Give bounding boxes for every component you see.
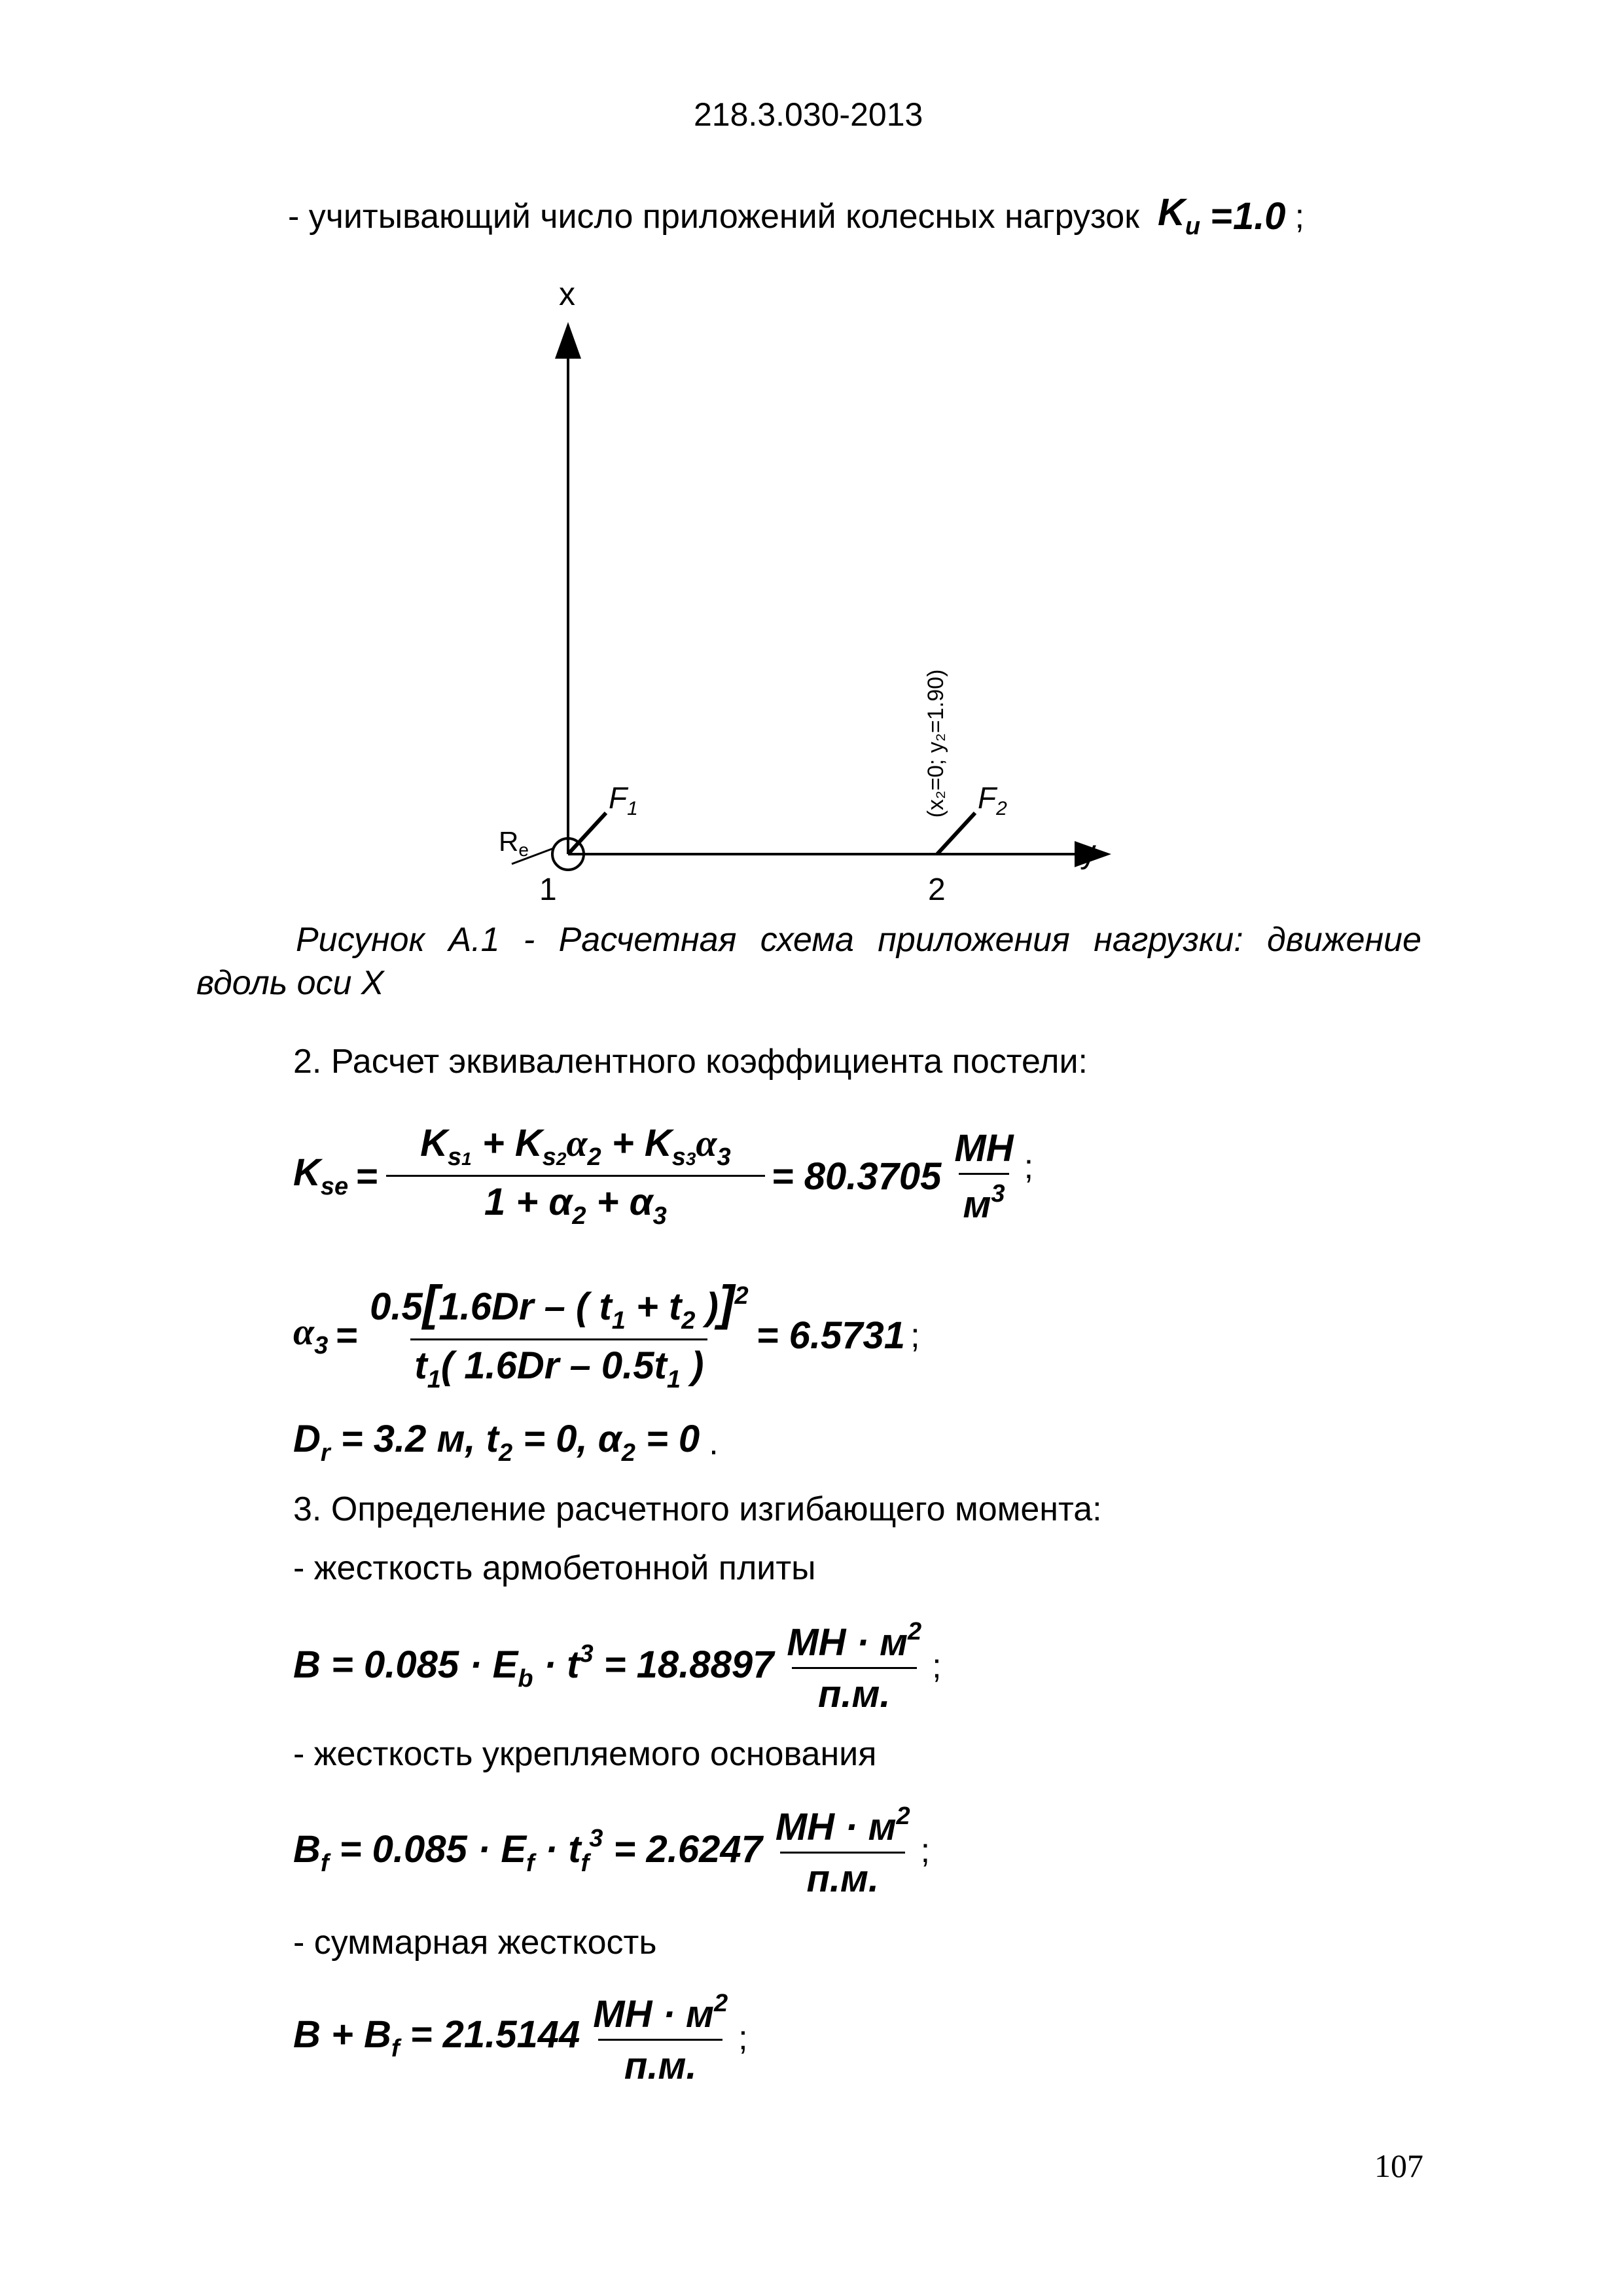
section-2-heading: 2. Расчет эквивалентного коэффициента постели: xyxy=(293,1043,1088,1081)
alpha3-eq-sign: = xyxy=(336,1314,359,1357)
intro-tail: ; xyxy=(1294,197,1305,236)
coordinate-label: (x₂=0; y₂=1.90) xyxy=(923,669,948,818)
force-f1-line xyxy=(568,813,606,854)
item-base-stiffness: - жесткость укрепляемого основания xyxy=(293,1735,877,1773)
kse-numerator: $K_{s1} + K_{s2}\alpha_2 + K_{s3}\alpha_3$ xyxy=(420,1122,731,1171)
alpha3-fraction xyxy=(366,1276,753,1393)
alpha3-denominator: $t_1$( $1.6Dr - 0.5t_1$ ) xyxy=(410,1338,707,1392)
kse-lhs: $K_{se}$ xyxy=(293,1151,349,1200)
force-f1-label: $F_1$ xyxy=(609,781,638,819)
radius-label: Re xyxy=(499,826,529,860)
force-f2-label: $F_2$ xyxy=(978,781,1007,819)
intro-text: - учитывающий число приложений колесных нагрузок xyxy=(288,197,1139,236)
point-2-label: 2 xyxy=(928,872,946,907)
bf-tail: ; xyxy=(920,1832,931,1870)
kse-unit: $\frac{МН}{м^3}$ xyxy=(954,1126,1014,1226)
sum-tail: ; xyxy=(738,2019,748,2057)
params-tail: . xyxy=(709,1424,719,1462)
alpha3-equation xyxy=(293,1276,920,1393)
sum-unit: $\frac{МН \cdot м^2}{п.м.}$ xyxy=(593,1990,728,2087)
kse-result: = 80.3705 xyxy=(771,1155,942,1198)
item-total-stiffness: - суммарная жесткость xyxy=(293,1924,657,1962)
document-number: 218.3.030-2013 xyxy=(694,96,923,133)
page-number: 107 xyxy=(1374,2147,1423,2184)
item-slab-stiffness: - жесткость армобетонной плиты xyxy=(293,1549,816,1587)
section-3-heading: 3. Определение расчетного изгибающего момента: xyxy=(293,1490,1102,1528)
figure-caption-line-2: вдоль оси X xyxy=(196,964,384,1002)
ku-value: 1.0 xyxy=(1232,194,1286,238)
b-tail: ; xyxy=(932,1647,942,1685)
bf-unit: $\frac{МН \cdot м^2}{п.м.}$ xyxy=(775,1803,910,1900)
kse-fraction xyxy=(386,1124,765,1229)
params-equation: $D_r = 3.2$ м, $t_2 = 0$, $\alpha_2 = 0$ . xyxy=(293,1418,719,1467)
kse-tail: ; xyxy=(1024,1147,1034,1186)
sum-equation: $B + B_f = 21.5144$ $\frac{МН \cdot м^2}{п.м.}$ ; xyxy=(293,1990,748,2087)
alpha3-lhs: $\alpha_3$ xyxy=(293,1310,329,1359)
kse-eq-sign: = xyxy=(356,1155,379,1198)
ku-symbol: $K_u$ xyxy=(1157,191,1201,240)
b-unit: $\frac{МН \cdot м^2}{п.м.}$ xyxy=(787,1618,922,1715)
intro-eq: = xyxy=(1211,194,1233,238)
b-equation: $B = 0.085 \cdot E_b \cdot t^3 = 18.8897$ $\frac{МН \cdot м^2}{п.м.}$ ; xyxy=(293,1618,942,1715)
load-scheme-diagram xyxy=(0,0,1623,929)
alpha3-result: = 6.5731 xyxy=(756,1314,906,1357)
point-1-label: 1 xyxy=(539,872,557,907)
alpha3-numerator: 0.5[1.6Dr – ( $t_1 + t_2$ )]$^2$ xyxy=(370,1276,749,1335)
axis-x-label: x xyxy=(559,276,575,312)
bf-equation: $B_f = 0.085 \cdot E_f \cdot t_f^3 = 2.6247$ $\frac{МН \cdot м^2}{п.м.}$ ; xyxy=(293,1803,931,1900)
axis-y-label: y xyxy=(1080,833,1096,870)
kse-denominator: $1 + \alpha_2 + \alpha_3$ xyxy=(386,1175,765,1229)
kse-equation xyxy=(293,1124,1033,1229)
alpha3-tail: ; xyxy=(910,1316,920,1355)
figure-caption-line-1: Рисунок А.1 - Расчетная схема приложения нагрузки: движение xyxy=(296,921,1421,959)
